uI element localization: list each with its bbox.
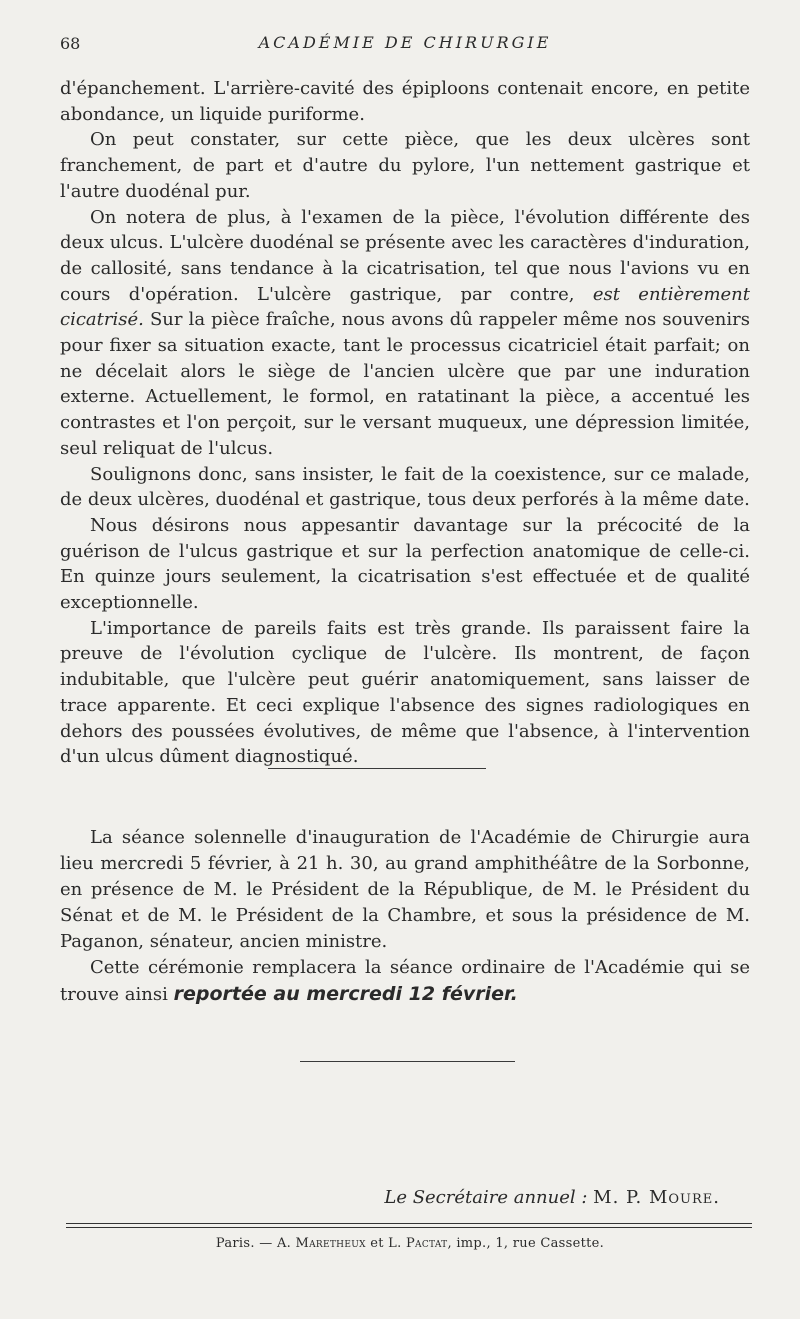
signature-role: Le Secrétaire annuel : bbox=[384, 1187, 588, 1208]
running-title: ACADÉMIE DE CHIRURGIE bbox=[258, 33, 552, 52]
printer-imprint bbox=[0, 1236, 800, 1251]
imprint-city: Paris. — A. bbox=[215, 1236, 292, 1251]
announcement-paragraph bbox=[60, 955, 750, 1008]
imprint-printer: Maretheux bbox=[295, 1236, 366, 1251]
section-divider bbox=[300, 1061, 515, 1062]
signature bbox=[384, 1187, 720, 1208]
imprint-connector: et L. bbox=[370, 1236, 402, 1251]
running-header bbox=[60, 30, 750, 56]
imprint-printer: Pactat bbox=[406, 1236, 448, 1251]
section-divider bbox=[268, 768, 486, 769]
announcement-lead: Cette cérémonie remplacera la séance ordinaire de l'Académie qui se trouve ainsi bbox=[60, 957, 750, 1005]
italic-phrase: est entièrement cicatrisé. bbox=[60, 283, 750, 331]
signature-name: M. P. Moure. bbox=[593, 1187, 720, 1208]
announcement-paragraph: La séance solennelle d'inauguration de l'Académie de Chirurgie aura lieu mercredi 5 février, à 21 h. 30, au grand amphithéâtre de la Sorbonne, en présence de M. le Président de la République, de M. le Président du Sénat et de M. le Président de la Chambre, et sous la présidence de M. Paganon, sénateur, ancien ministre. bbox=[60, 827, 750, 952]
paragraph bbox=[60, 205, 750, 462]
paragraph: L'importance de pareils faits est très grande. Ils paraissent faire la preuve de l'évolution cyclique de l'ulcère. Ils montrent, de façon indubitable, que l'ulcère peut guérir anatomiquement, sans laisser de trace apparente. Et ceci explique l'absence des signes radiologiques en dehors des poussées évolutives, de même que l'absence, à l'intervention d'un ulcus dûment diagnostiqué. bbox=[60, 617, 750, 768]
paragraph: d'épanchement. L'arrière-cavité des épiploons contenait encore, en petite abondance, un liquide puriforme. bbox=[60, 78, 750, 125]
paragraph: Soulignons donc, sans insister, le fait de la coexistence, sur ce malade, de deux ulcères, duodénal et gastrique, tous deux perforés à la même date. bbox=[60, 463, 750, 511]
paragraph: Nous désirons nous appesantir davantage sur la précocité de la guérison de l'ulcus gastrique et sur la perfection anatomique de celle-ci. En quinze jours seulement, la cicatrisation s'est effectuée et de qualité exceptionnelle. bbox=[60, 514, 750, 614]
paragraph: On peut constater, sur cette pièce, que les deux ulcères sont franchement, de part et d'autre du pylore, l'un nettement gastrique et l'autre duodénal pur. bbox=[60, 129, 750, 202]
footer-rule bbox=[66, 1223, 752, 1224]
imprint-address: , imp., 1, rue Cassette. bbox=[447, 1236, 605, 1251]
paragraph-text: Sur la pièce fraîche, nous avons dû rappeler même nos souvenirs pour fixer sa situation exacte, tant le processus cicatriciel était parfait; on ne décelait alors le siège de l'ancien ulcère que par une induration externe. Actuellement, le formol, en ratatinant la pièce, a accentué les contrastes et l'on perçoit, sur le versant muqueux, une dépression limitée, seul reliquat de l'ulcus. bbox=[60, 309, 750, 459]
footer-rule bbox=[66, 1227, 752, 1228]
article-body bbox=[60, 76, 750, 770]
page-number: 68 bbox=[60, 34, 81, 53]
announcement-emphasis: reportée au mercredi 12 février. bbox=[173, 983, 518, 1005]
announcement bbox=[60, 825, 750, 1008]
paragraph-text: On notera de plus, à l'examen de la pièce, l'évolution différente des deux ulcus. L'ulcère duodénal se présente avec les caractères d'induration, de callosité, sans tendance à la cicatrisation, tel que nous l'avions vu en cours d'opération. L'ulcère gastrique, par contre, bbox=[60, 206, 750, 305]
